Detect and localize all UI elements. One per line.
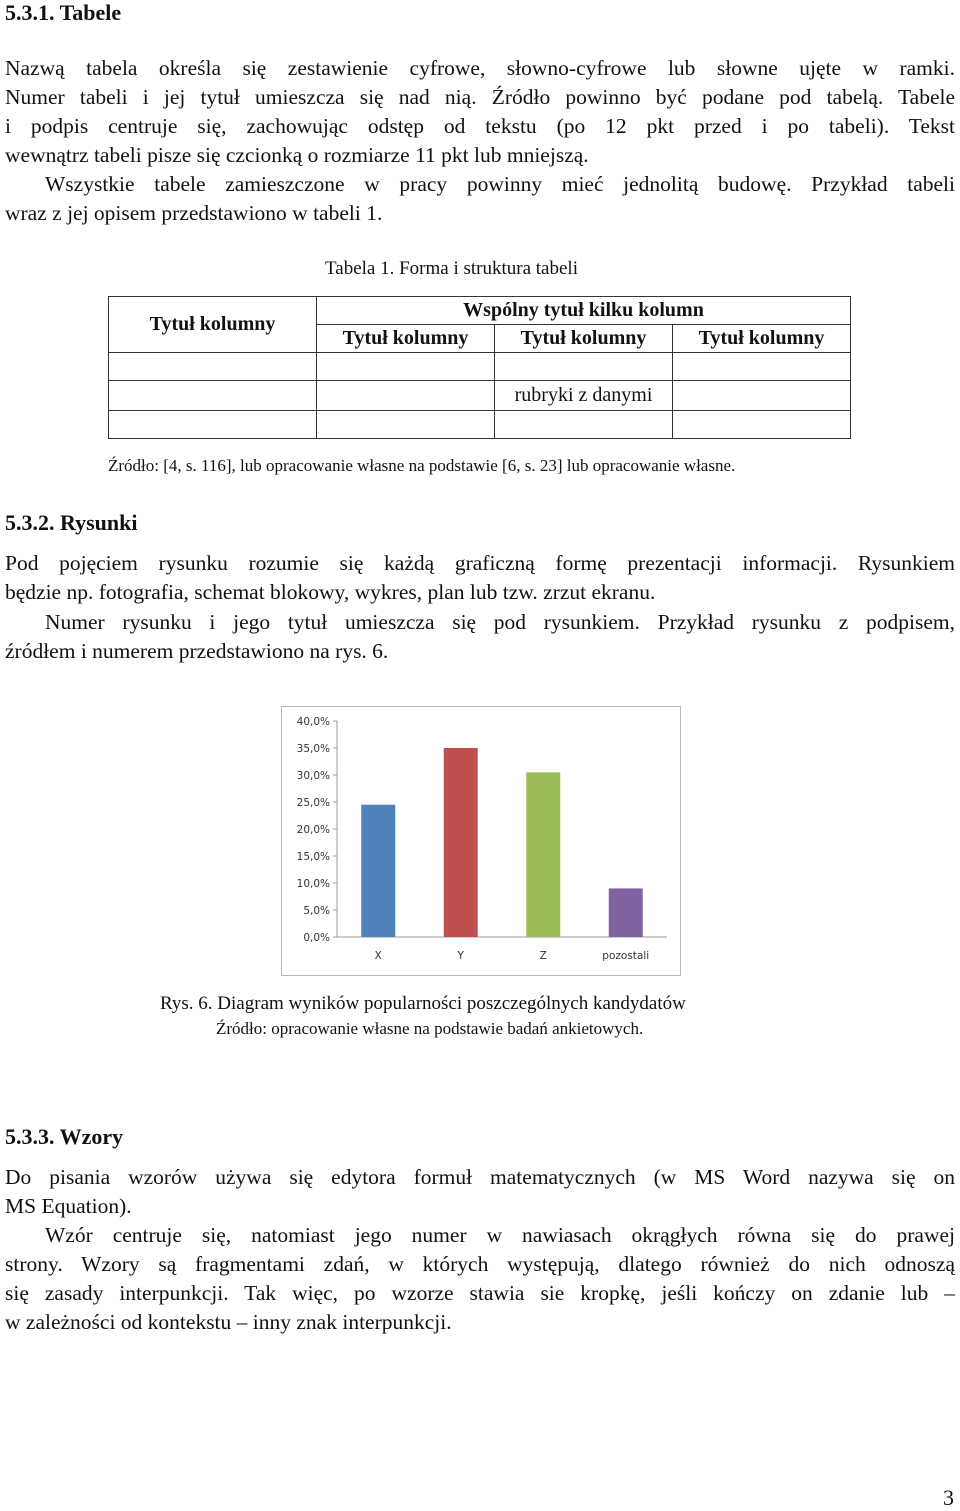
text-line: się zasady interpunkcji. Tak więc, po wzorze stawia sie kropkę, jeśli kończy on zdanie lub –: [5, 1281, 955, 1305]
text-line: będzie np. fotografia, schemat blokowy, wykres, plan lub tzw. zrzut ekranu.: [5, 580, 656, 604]
text-line: Do pisania wzorów używa się edytora formuł matematycznych (w MS Word nazywa się on: [5, 1165, 955, 1189]
text-line: wraz z jej opisem przedstawiono w tabeli 1.: [5, 201, 383, 225]
table-cell: rubryki z danymi: [495, 381, 673, 411]
paragraph-formulas-intro: [5, 1163, 955, 1221]
table-cell: [673, 381, 851, 411]
section-heading-wzory: 5.3.3. Wzory: [5, 1124, 124, 1149]
paragraph-tables-intro: [5, 54, 955, 170]
table-cell: [317, 411, 495, 439]
text-line: i podpis centruje się, zachowując odstęp od tekstu (po 12 pkt przed i po tabeli). Tekst: [5, 114, 955, 138]
column-header-cell: Tytuł kolumny: [673, 325, 851, 353]
paragraph-tables-uniform: [5, 170, 955, 228]
text-line: wewnątrz tabeli pisze się czcionką o rozmiarze 11 pkt lub mniejszą.: [5, 143, 589, 167]
figure-source: Źródło: opracowanie własne na podstawie badań ankietowych.: [216, 1019, 644, 1038]
text-line: Pod pojęciem rysunku rozumie się każdą graficzną formę prezentacji informacji. Rysunkiem: [5, 551, 955, 575]
paragraph-formulas-rules: [5, 1221, 955, 1337]
bar-chart: [282, 707, 680, 975]
text-line: źródłem i numerem przedstawiono na rys. 6.: [5, 639, 389, 663]
text-line: strony. Wzory są fragmentami zdań, w których występują, dlatego również do nich odnoszą: [5, 1252, 955, 1276]
table-cell: [317, 381, 495, 411]
x-tick-label: Y: [457, 950, 464, 962]
y-tick-label: 0,0%: [303, 932, 330, 944]
bar-z: [526, 772, 560, 937]
row-header-cell: Tytuł kolumny: [109, 297, 317, 353]
table-cell: [673, 353, 851, 381]
bar-y: [444, 748, 478, 937]
text-line: w zależności od kontekstu – inny znak interpunkcji.: [5, 1310, 452, 1334]
y-tick-label: 35,0%: [296, 743, 330, 755]
column-header-cell: Tytuł kolumny: [317, 325, 495, 353]
table-cell: [495, 353, 673, 381]
example-table: [108, 296, 851, 439]
y-tick-label: 5,0%: [303, 905, 330, 917]
bar-pozostali: [609, 888, 643, 937]
bar-x: [361, 805, 395, 937]
table-cell: [109, 411, 317, 439]
section-heading-rysunki: 5.3.2. Rysunki: [5, 510, 138, 535]
column-header-cell: Tytuł kolumny: [495, 325, 673, 353]
text-line: Numer rysunku i jego tytuł umieszcza się pod rysunkiem. Przykład rysunku z podpisem,: [45, 610, 955, 634]
text-line: Wszystkie tabele zamieszczone w pracy powinny mieć jednolitą budowę. Przykład tabeli: [45, 172, 955, 196]
table-cell: [317, 353, 495, 381]
text-line: Wzór centruje się, natomiast jego numer w nawiasach okrągłych równa się do prawej: [45, 1223, 955, 1247]
table-cell: [109, 353, 317, 381]
figure-caption: Rys. 6. Diagram wyników popularności poszczególnych kandydatów: [160, 993, 686, 1014]
paragraph-figures-numbering: [5, 608, 955, 666]
y-tick-label: 40,0%: [296, 716, 330, 728]
y-tick-label: 15,0%: [296, 851, 330, 863]
x-tick-label: pozostali: [602, 950, 650, 962]
y-tick-label: 25,0%: [296, 797, 330, 809]
table-cell: [109, 381, 317, 411]
paragraph-figures-intro: [5, 549, 955, 607]
section-heading-tabele: 5.3.1. Tabele: [5, 0, 122, 25]
bar-chart-frame: [281, 706, 681, 976]
text-line: MS Equation).: [5, 1194, 132, 1218]
x-tick-label: Z: [539, 950, 547, 962]
x-tick-label: X: [374, 950, 382, 962]
table-cell: [495, 411, 673, 439]
text-line: Numer tabeli i jej tytuł umieszcza się nad nią. Źródło powinno być podane pod tabelą. Tabele: [5, 85, 955, 109]
group-header-cell: Wspólny tytuł kilku kolumn: [317, 297, 851, 325]
table-cell: [673, 411, 851, 439]
y-tick-label: 10,0%: [296, 878, 330, 890]
table-caption: Tabela 1. Forma i struktura tabeli: [325, 258, 578, 279]
text-line: Nazwą tabela określa się zestawienie cyfrowe, słowno-cyfrowe lub słowne ujęte w ramki.: [5, 56, 955, 80]
page-number: 3: [943, 1485, 954, 1510]
y-tick-label: 30,0%: [296, 770, 330, 782]
y-tick-label: 20,0%: [296, 824, 330, 836]
table-source: Źródło: [4, s. 116], lub opracowanie własne na podstawie [6, s. 23] lub opracowanie własne.: [108, 456, 736, 475]
